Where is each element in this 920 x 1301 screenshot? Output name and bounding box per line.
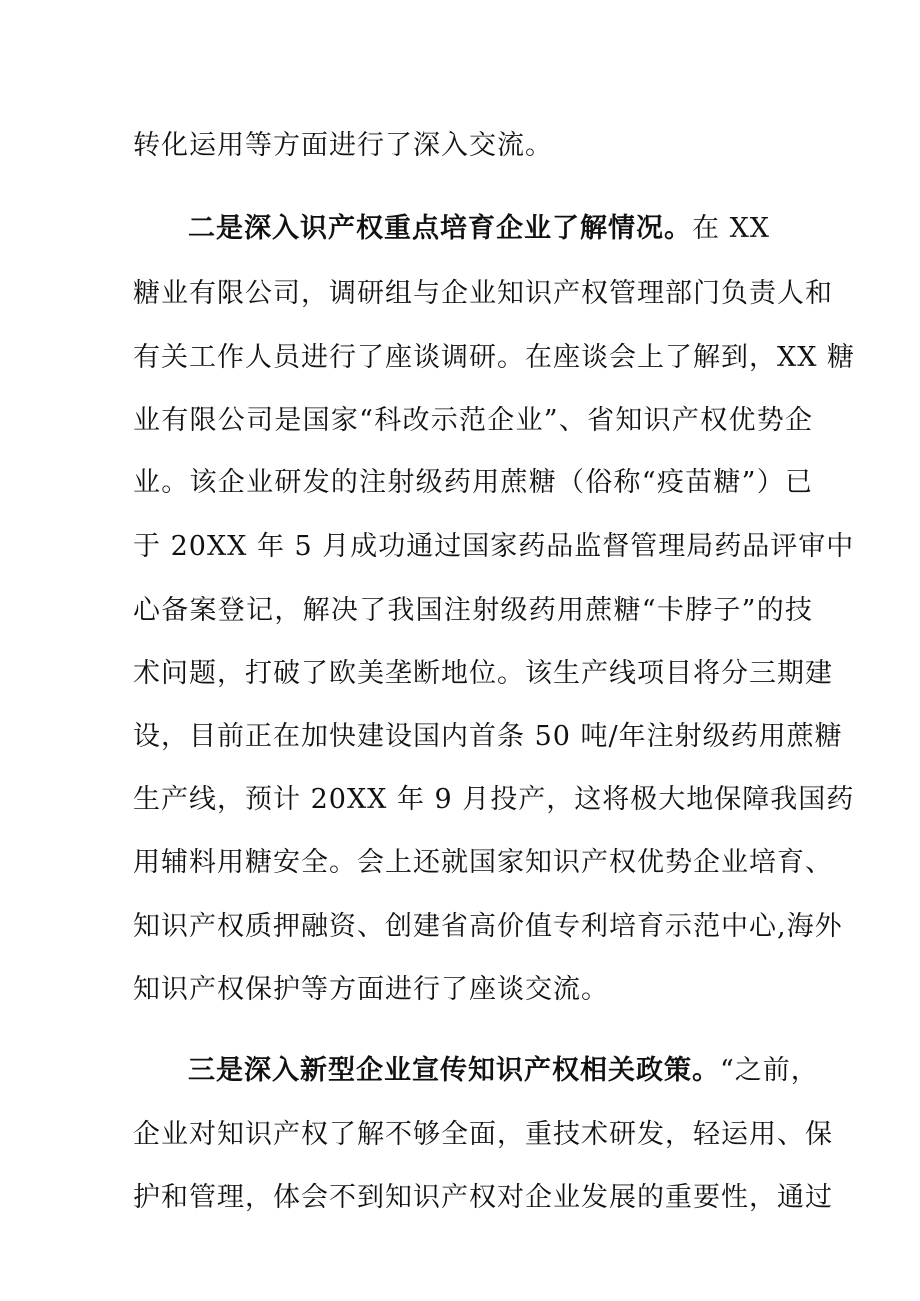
paragraph-line <box>133 907 843 947</box>
line-text: 知识产权保护等方面进行了座谈交流。 <box>133 974 609 1005</box>
paragraph-heading: 三是深入新型企业宣传知识产权相关政策。 <box>188 1055 720 1086</box>
paragraph-line <box>133 338 856 378</box>
paragraph-line <box>133 654 833 694</box>
line-text: 术问题，打破了欧美垄断地位。该生产线项目将分三期建 <box>133 658 833 689</box>
paragraph-heading-line <box>188 209 813 249</box>
paragraph-line <box>133 1178 833 1218</box>
paragraph-heading: 二是深入识产权重点培育企业了解情况。 <box>188 213 692 244</box>
paragraph-line <box>133 1115 833 1155</box>
line-text: 知识产权质押融资、创建省高价值专利培育示范中心,海外 <box>133 911 843 942</box>
paragraph-line <box>133 126 813 166</box>
paragraph-line <box>133 970 813 1010</box>
line-text: 心备案登记，解决了我国注射级药用蔗糖“卡脖子”的技 <box>133 595 813 626</box>
paragraph-heading-line <box>188 1051 819 1091</box>
line-text: 业。该企业研发的注射级药用蔗糖（俗称“疫苗糖”）已 <box>133 467 813 498</box>
line-text: “之前， <box>720 1055 819 1086</box>
line-text: 有关工作人员进行了座谈调研。在座谈会上了解到，XX 糖 <box>133 342 856 373</box>
paragraph-line <box>133 274 833 314</box>
paragraph-line <box>133 463 813 503</box>
paragraph-line <box>133 780 855 820</box>
paragraph-line <box>133 591 813 631</box>
paragraph-line <box>133 527 855 567</box>
line-text: 护和管理，体会不到知识产权对企业发展的重要性，通过 <box>133 1182 833 1213</box>
line-text: 设，目前正在加快建设国内首条 50 吨/年注射级药用蔗糖 <box>133 721 843 752</box>
line-text: 转化运用等方面进行了深入交流。 <box>133 130 553 161</box>
line-text: 用辅料用糖安全。会上还就国家知识产权优势企业培育、 <box>133 847 833 878</box>
line-text: 业有限公司是国家“科改示范企业”、省知识产权优势企 <box>133 405 813 436</box>
line-text: 于 20XX 年 5 月成功通过国家药品监督管理局药品评审中 <box>133 531 855 562</box>
paragraph-line <box>133 843 833 883</box>
line-text: 企业对知识产权了解不够全面，重技术研发，轻运用、保 <box>133 1119 833 1150</box>
paragraph-line <box>133 717 843 757</box>
line-text: 在 XX <box>692 213 771 244</box>
line-text: 生产线，预计 20XX 年 9 月投产，这将极大地保障我国药 <box>133 784 855 815</box>
paragraph-line <box>133 401 813 441</box>
line-text: 糖业有限公司，调研组与企业知识产权管理部门负责人和 <box>133 278 833 309</box>
